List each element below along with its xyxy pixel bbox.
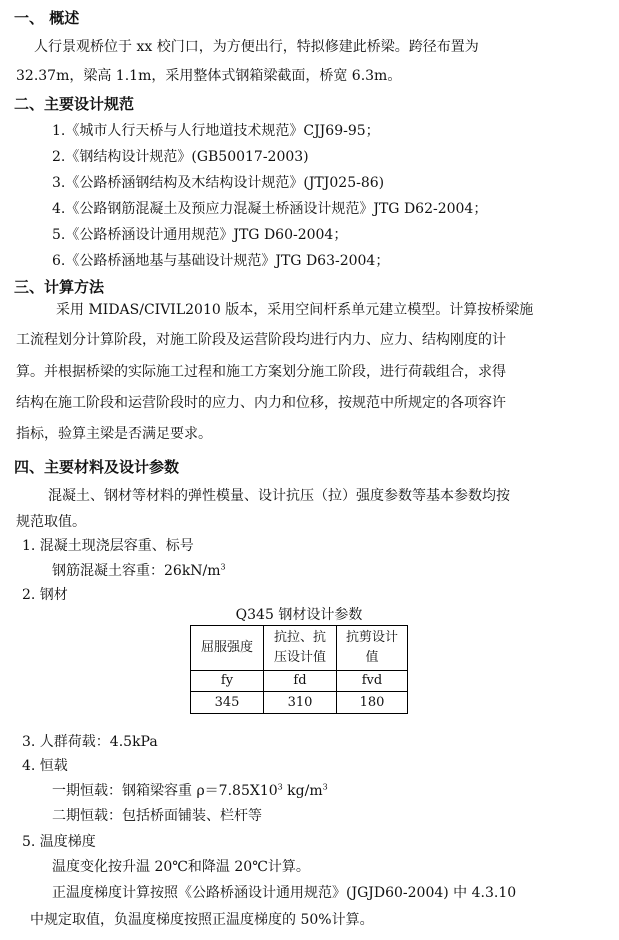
- materials-intro-line: 规范取值。: [16, 514, 86, 530]
- table-header-cell: 抗拉、抗 压设计值: [264, 626, 337, 671]
- dead-load-phase-2: 二期恒载：包括桥面铺装、栏杆等: [52, 808, 262, 824]
- table-symbol-cell: fy: [191, 671, 264, 692]
- method-text-line: 工流程划分计算阶段，对施工阶段及运营阶段均进行内力、应力、结构刚度的计: [16, 332, 506, 348]
- temperature-line: 中规定取值，负温度梯度按照正温度梯度的 50%计算。: [30, 912, 374, 928]
- standard-item: 4.《公路钢筋混凝土及预应力混凝土桥涵设计规范》JTG D62-2004；: [52, 201, 488, 217]
- overview-text-line: 32.37m，梁高 1.1m，采用整体式钢箱梁截面，桥宽 6.3m。: [16, 68, 402, 84]
- overview-text-line: 人行景观桥位于 xx 校门口，为方便出行，特拟修建此桥梁。跨径布置为: [34, 39, 479, 55]
- section-heading-overview: 一、 概述: [14, 9, 80, 27]
- concrete-title: 1. 混凝土现浇层容重、标号: [22, 538, 194, 554]
- table-title: Q345 钢材设计参数: [235, 607, 363, 623]
- dead-load-title: 4. 恒载: [22, 758, 68, 774]
- standard-item: 2.《钢结构设计规范》(GB50017-2003): [52, 149, 309, 165]
- table-value-cell: 345: [191, 692, 264, 714]
- standard-item: 6.《公路桥涵地基与基础设计规范》JTG D63-2004；: [52, 253, 390, 269]
- section-heading-method: 三、计算方法: [14, 278, 105, 296]
- table-row: [191, 671, 408, 692]
- table-value-cell: 310: [264, 692, 337, 714]
- standard-item: 1.《城市人行天桥与人行地道技术规范》CJJ69-95；: [52, 123, 380, 139]
- temperature-line: 温度变化按升温 20℃和降温 20℃计算。: [52, 859, 310, 875]
- steel-title: 2. 钢材: [22, 587, 68, 603]
- table-row: [191, 692, 408, 714]
- materials-intro-line: 混凝土、钢材等材料的弹性模量、设计抗压（拉）强度参数等基本参数均按: [48, 488, 510, 504]
- section-heading-materials: 四、主要材料及设计参数: [14, 458, 180, 476]
- standard-item: 5.《公路桥涵设计通用规范》JTG D60-2004；: [52, 227, 348, 243]
- table-header-cell: 抗剪设计 值: [337, 626, 408, 671]
- table-symbol-cell: fvd: [337, 671, 408, 692]
- concrete-density: 钢筋混凝土容重：$26kN/m^3$: [52, 562, 226, 579]
- crowd-load: 3. 人群荷载：4.5kPa: [22, 734, 158, 750]
- table-symbol-cell: fd: [264, 671, 337, 692]
- method-text-line: 指标，验算主梁是否满足要求。: [16, 426, 212, 442]
- table-value-cell: 180: [337, 692, 408, 714]
- temperature-title: 5. 温度梯度: [22, 834, 96, 850]
- method-text-line: 算。并根据桥梁的实际施工过程和施工方案划分施工阶段，进行荷载组合，求得: [16, 364, 506, 380]
- temperature-line: 正温度梯度计算按照《公路桥涵设计通用规范》(JGJD60-2004) 中 4.3.10: [52, 885, 517, 901]
- dead-load-phase-1: 一期恒载：钢箱梁容重 $\rho=7.85X10^3$ $kg/m^3$: [52, 782, 328, 799]
- steel-parameter-table: [190, 625, 408, 714]
- table-header-cell: 屈服强度: [191, 626, 264, 671]
- method-text-line: 采用 MIDAS/CIVIL2010 版本，采用空间杆系单元建立模型。计算按桥梁施: [56, 302, 534, 318]
- method-text-line: 结构在施工阶段和运营阶段时的应力、内力和位移，按规范中所规定的各项容许: [16, 395, 506, 411]
- table-row: [191, 626, 408, 671]
- section-heading-standards: 二、主要设计规范: [14, 95, 135, 113]
- standard-item: 3.《公路桥涵钢结构及木结构设计规范》(JTJ025-86): [52, 175, 385, 191]
